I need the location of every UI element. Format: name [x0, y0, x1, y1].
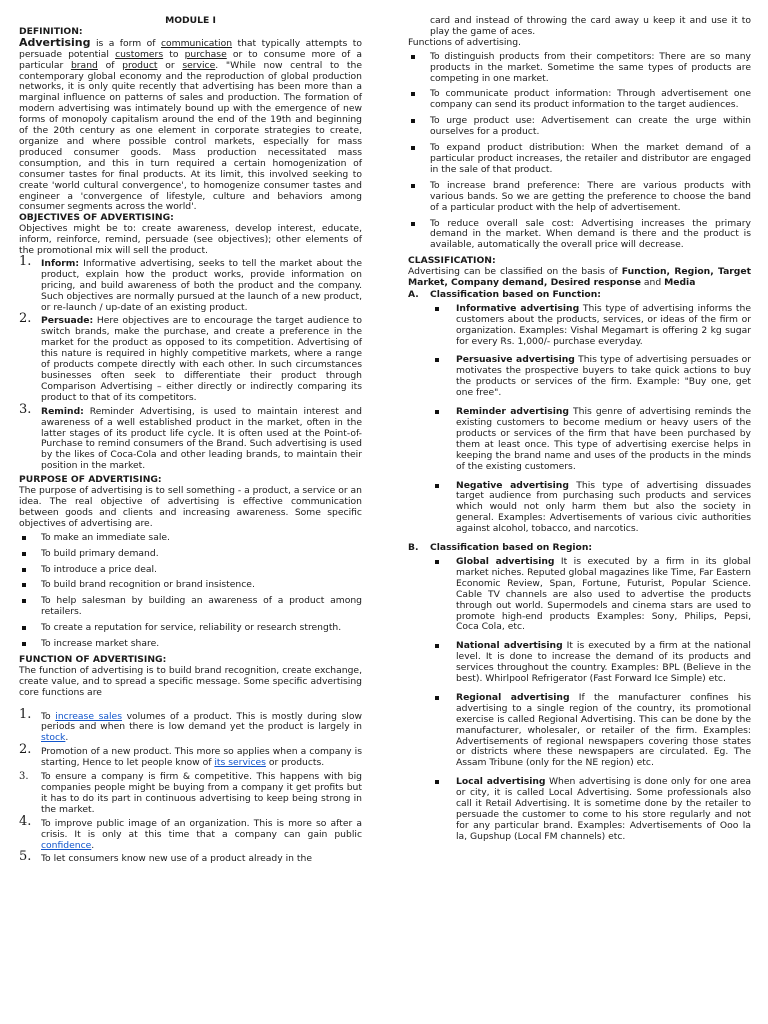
definition-heading: DEFINITION:: [19, 25, 83, 37]
item-label: Remind:: [41, 405, 84, 417]
square-bullet-icon: [435, 696, 439, 700]
item-number: 5.: [19, 849, 32, 865]
left-column: [19, 16, 362, 868]
objectives-heading: OBJECTIVES OF ADVERTISING:: [19, 212, 174, 224]
list-item: [19, 549, 362, 560]
classification-heading: CLASSIFICATION:: [408, 255, 496, 267]
item-text: This type of advertising dissuades target audience from purchasing such products and services which would not only harm them but also the society in general. Examples: Advertisements of various civic authorities against alcohol, tobacco, and narcotics.: [456, 479, 751, 535]
item-label: Informative advertising: [456, 302, 580, 314]
list-item: [408, 116, 751, 138]
square-bullet-icon: [435, 560, 439, 564]
section-title: Classification based on Region:: [430, 542, 593, 554]
function-heading: FUNCTION OF ADVERTISING:: [19, 653, 167, 665]
section-a-heading: [408, 290, 751, 301]
square-bullet-icon: [411, 184, 415, 188]
list-item: [19, 565, 362, 576]
item-text: Informative advertising, seeks to tell the market about the product, explain how the product works, provide information on pricing, and build awareness of both the product and the company. Such objectives are normally pursued at the launch of a new product, or re-launch / up-date of an existing product.: [41, 257, 362, 313]
list-item: [19, 253, 362, 314]
list-item: [408, 693, 751, 769]
square-bullet-icon: [435, 644, 439, 648]
square-bullet-icon: [22, 536, 26, 540]
definition-text: is a form of: [90, 37, 161, 49]
definition-term: Advertising: [19, 35, 91, 49]
section-letter: A.: [408, 288, 419, 300]
intro-bases: Function, Region, Target Market, Company demand, Desired response: [408, 266, 752, 289]
item-text: Here objectives are to encourage the target audience to switch brands, make the purchase, and create a preference in the market for the product as opposed to its competition. Advertising of this nature is required in highly competitive markets, where a range of products compete directly with each other. In such circumstances businesses often seek to differentiate their product through Comparison Advertising – either directly or indirectly comparing its product to that of its competitors.: [41, 315, 362, 403]
item-text: To urge product use: Advertisement can create the urge within ourselves for a product.: [430, 115, 751, 138]
function-classification-list: [408, 304, 751, 535]
square-bullet-icon: [435, 780, 439, 784]
item-text: To expand product distribution: When the market demand of a particular product increases, the retailer and distributor are engaged in the sale of that product.: [430, 142, 751, 175]
link-communication[interactable]: communication: [160, 37, 233, 49]
list-item: [408, 181, 751, 214]
list-item: [19, 639, 362, 650]
section-letter: B.: [408, 542, 419, 554]
list-item: [19, 580, 362, 591]
item-text: To build brand recognition or brand insistence.: [41, 579, 255, 591]
item-text: To introduce a price deal.: [41, 563, 157, 575]
purpose-heading: PURPOSE OF ADVERTISING:: [19, 474, 162, 486]
square-bullet-icon: [435, 410, 439, 414]
list-item: [408, 143, 751, 176]
square-bullet-icon: [411, 146, 415, 150]
objectives-list: [19, 253, 362, 472]
definition-text: . "While now central to the contemporary global economy and the reproduction of global production networks, it is only quite recently that advertising has been more than a marginal influence on patterns of sales and production. The formation of modern advertising was intimately bound up with the emergence of new forms of monopoly capitalism around the end of the 19th and beginning of the 20th century as one element in corporate strategies to create, organize and where possible control markets, especially for mass produced consumer goods. Mass production necessitated mass consumption, and this in turn required a certain homogenization of consumer tastes for final products. At its limit, this involved seeking to create 'world cultural convergence', to homogenize consumer tastes and engineer a 'convergence of lifestyle, culture and behaviors among consumer segments across the world'.: [19, 59, 363, 213]
item-text: Promotion of a new product. This more so applies when a company is starting, Hence to let people know of: [41, 746, 362, 769]
classification-intro: [408, 267, 751, 289]
module-title: MODULE I: [165, 15, 216, 26]
definition-text: that typically attempts to persuade potential: [19, 37, 362, 60]
list-item: [408, 481, 751, 536]
functions-heading: Functions of advertising.: [408, 36, 521, 48]
item-label: Local advertising: [456, 776, 546, 788]
list-item: [408, 641, 751, 685]
list-item: [19, 401, 362, 472]
list-item: [19, 596, 362, 618]
item-text: To increase brand preference: There are various products with various bands. So we are getting the preference to choose the band of a particular product with the help of advertisement.: [430, 179, 751, 213]
item-text: To let consumers know new use of a product already in the: [41, 853, 312, 865]
link-service[interactable]: service: [182, 59, 216, 71]
list-item: [408, 777, 751, 842]
item-number: 1.: [19, 706, 32, 722]
item-number: 3.: [19, 771, 29, 783]
square-bullet-icon: [22, 626, 26, 630]
item-text: volumes of a product. This is mostly during slow periods and when there is low demand yet the product is largely in: [41, 710, 362, 733]
item-text: To reduce overall sale cost: Advertising increases the primary demand in the market. When demand is there and the product is available, automatically the overall price will decrease.: [430, 217, 751, 251]
square-bullet-icon: [411, 55, 415, 59]
list-item: [19, 813, 362, 852]
item-text: This genre of advertising reminds the existing customers to become medium or heavy users of the products or services of the firm that have been purchased by them at least once. This type of advertising exercise helps in keeping the brand name and uses of the products in the minds of the existing customers.: [456, 406, 751, 472]
square-bullet-icon: [435, 358, 439, 362]
list-item: [19, 849, 362, 865]
link-increase-sales[interactable]: increase sales: [55, 710, 122, 722]
item-number: 2.: [19, 311, 32, 327]
square-bullet-icon: [22, 583, 26, 587]
item-number: 1.: [19, 253, 32, 269]
list-item: [19, 623, 362, 634]
list-item: [19, 742, 362, 769]
item-text: or products.: [265, 757, 325, 769]
square-bullet-icon: [435, 484, 439, 488]
item-label: Persuade:: [41, 315, 94, 327]
item-text: To make an immediate sale.: [41, 531, 170, 543]
square-bullet-icon: [22, 599, 26, 603]
spacer: [19, 699, 362, 710]
objectives-intro: Objectives might be to: create awareness, develop interest, educate, inform, reinforce, remind, persuade (see objectives); other elements of the promotional mix will sell the product.: [19, 223, 362, 257]
link-brand[interactable]: brand: [70, 59, 98, 71]
continuation-text: card and instead of throwing the card away u keep it and use it to play the game of aces.: [430, 15, 751, 37]
region-classification-list: [408, 557, 751, 843]
list-item: [19, 533, 362, 544]
intro-text: and: [640, 277, 665, 289]
item-number: 2.: [19, 742, 32, 758]
item-number: 3.: [19, 401, 32, 417]
list-item: [408, 304, 751, 348]
function-intro: The function of advertising is to build brand recognition, create exchange, create value, and to spread a specific message. Some specific advertising core functions are: [19, 664, 362, 698]
item-number: 4.: [19, 813, 32, 829]
section-title: Classification based on Function:: [430, 288, 601, 300]
list-item: [408, 407, 751, 472]
list-item: [408, 557, 751, 633]
item-label: National advertising: [456, 640, 563, 652]
item-label: Global advertising: [456, 555, 555, 567]
square-bullet-icon: [411, 92, 415, 96]
item-text: To distinguish products from their competitors: There are so many products in the market. Sometime the same types of products are competing in one market.: [430, 50, 751, 84]
item-label: Reminder advertising: [456, 406, 570, 418]
list-item: [19, 772, 362, 816]
item-text: .: [91, 839, 95, 851]
item-label: Inform:: [41, 257, 80, 269]
list-item: [408, 219, 751, 252]
list-item: [408, 52, 751, 85]
item-text: .: [65, 732, 69, 744]
item-label: Persuasive advertising: [456, 354, 575, 366]
link-stock[interactable]: stock: [41, 732, 66, 744]
item-label: Negative advertising: [456, 479, 569, 491]
item-text: This type of advertising informs the customers about the products, services, or ideas of the firm or organization. Examples: Vishal Megamart is offering 2 kg sugar for every Rs. 1,000/- purchase everyday.: [456, 302, 751, 347]
item-text: It is executed by a firm in its global market niches. Reputed global magazines like Time, Far Eastern Economic Review, Span, Fortune, Futurist, Popular Science. Cable TV channels are also used to advertise the products through out world. Supermodels and cinema stars are used to promote high-end products Examples: Sony, Philips, Pepsi, Coca Cola, etc.: [456, 555, 751, 633]
item-text: To ensure a company is firm & competitive. This happens with big companies people might be buying from a company it get profits but it has to do its part in continuous advertising to keep being strong in the market.: [41, 771, 362, 815]
item-text: To help salesman by building an awareness of a product among retailers.: [41, 595, 362, 618]
purpose-list: [19, 533, 362, 650]
list-item: [19, 311, 362, 403]
link-its-services[interactable]: its services: [214, 757, 266, 769]
item-text: To build primary demand.: [41, 547, 159, 559]
link-confidence[interactable]: confidence: [41, 839, 92, 851]
square-bullet-icon: [411, 222, 415, 226]
item-text: It is executed by a firm at the national level. It is done to increase the demand of its products and services throughout the country. Examples: BPL (Believe in the best). Whirlpool Refrigerator (Fast Forward Ice Simple) etc.: [456, 640, 751, 685]
purpose-intro: The purpose of advertising is to sell something - a product, a service or an idea. The real objective of advertising is effective communication between goods and clients and increasing awareness. Some specific objectives of advertising are.: [19, 485, 362, 529]
square-bullet-icon: [22, 568, 26, 572]
item-text: To: [41, 710, 56, 722]
right-column: [408, 16, 751, 851]
item-text: Reminder Advertising, is used to maintain interest and awareness of a well established product in the market, often in the latter stages of its product life cycle. It is often used at the Point-of-Purchase to remind consumers of the Brand. Such advertising is used by the likes of Coca-Cola and other leading brands, to maintain their position in the market.: [41, 405, 362, 472]
list-item: [408, 355, 751, 399]
item-text: When advertising is done only for one area or city, it is called Local Advertising. Some professionals also call it Retail Advertising. It is sometime done by the retailer to persuade the customer to come to his store regularly and not for any particular brand. Examples: Advertisements of Ooo la la, Gupshup (Local FM channels) etc.: [456, 776, 751, 842]
item-text: This type of advertising persuades or motivates the prospective buyers to take quick actions to buy the products or services of the firm. Example: "Buy one, get one free".: [456, 354, 752, 399]
link-product[interactable]: product: [122, 59, 158, 71]
definition-text: of: [97, 59, 123, 71]
function-list: [19, 706, 362, 866]
square-bullet-icon: [411, 119, 415, 123]
definition-text: to: [163, 48, 185, 60]
item-text: To create a reputation for service, reliability or research strength.: [41, 622, 342, 634]
functions-list: [408, 52, 751, 252]
link-purchase[interactable]: purchase: [184, 48, 227, 60]
item-text: To improve public image of an organization. This is more so after a crisis. It is only at this time that a company can gain public: [41, 817, 362, 840]
definition-text: or to consume more of a particular: [19, 48, 362, 71]
item-text: To increase market share.: [41, 638, 160, 650]
intro-media: Media: [664, 277, 696, 289]
item-label: Regional advertising: [456, 691, 570, 703]
list-item: [408, 89, 751, 111]
definition-paragraph: [19, 35, 363, 214]
intro-text: Advertising can be classified on the basis of: [408, 266, 622, 278]
square-bullet-icon: [435, 307, 439, 311]
list-item: [19, 706, 362, 745]
square-bullet-icon: [22, 642, 26, 646]
square-bullet-icon: [22, 552, 26, 556]
link-customers[interactable]: customers: [115, 48, 164, 60]
item-text: To communicate product information: Through advertisement one company can send its product information to the target audiences.: [430, 88, 751, 111]
item-text: If the manufacturer confines his advertising to a single region of the country, its promotional exercise is called Regional Advertising. This can be done by the manufacturer, wholesaler, or retailer of the firm. Examples: Advertisements of regional newspapers covering those states or districts where these newspapers are circulated. Eg. The Assam Tribune (only for the NE region) etc.: [456, 691, 751, 769]
definition-text: or: [157, 59, 183, 71]
section-b-heading: [408, 543, 751, 554]
